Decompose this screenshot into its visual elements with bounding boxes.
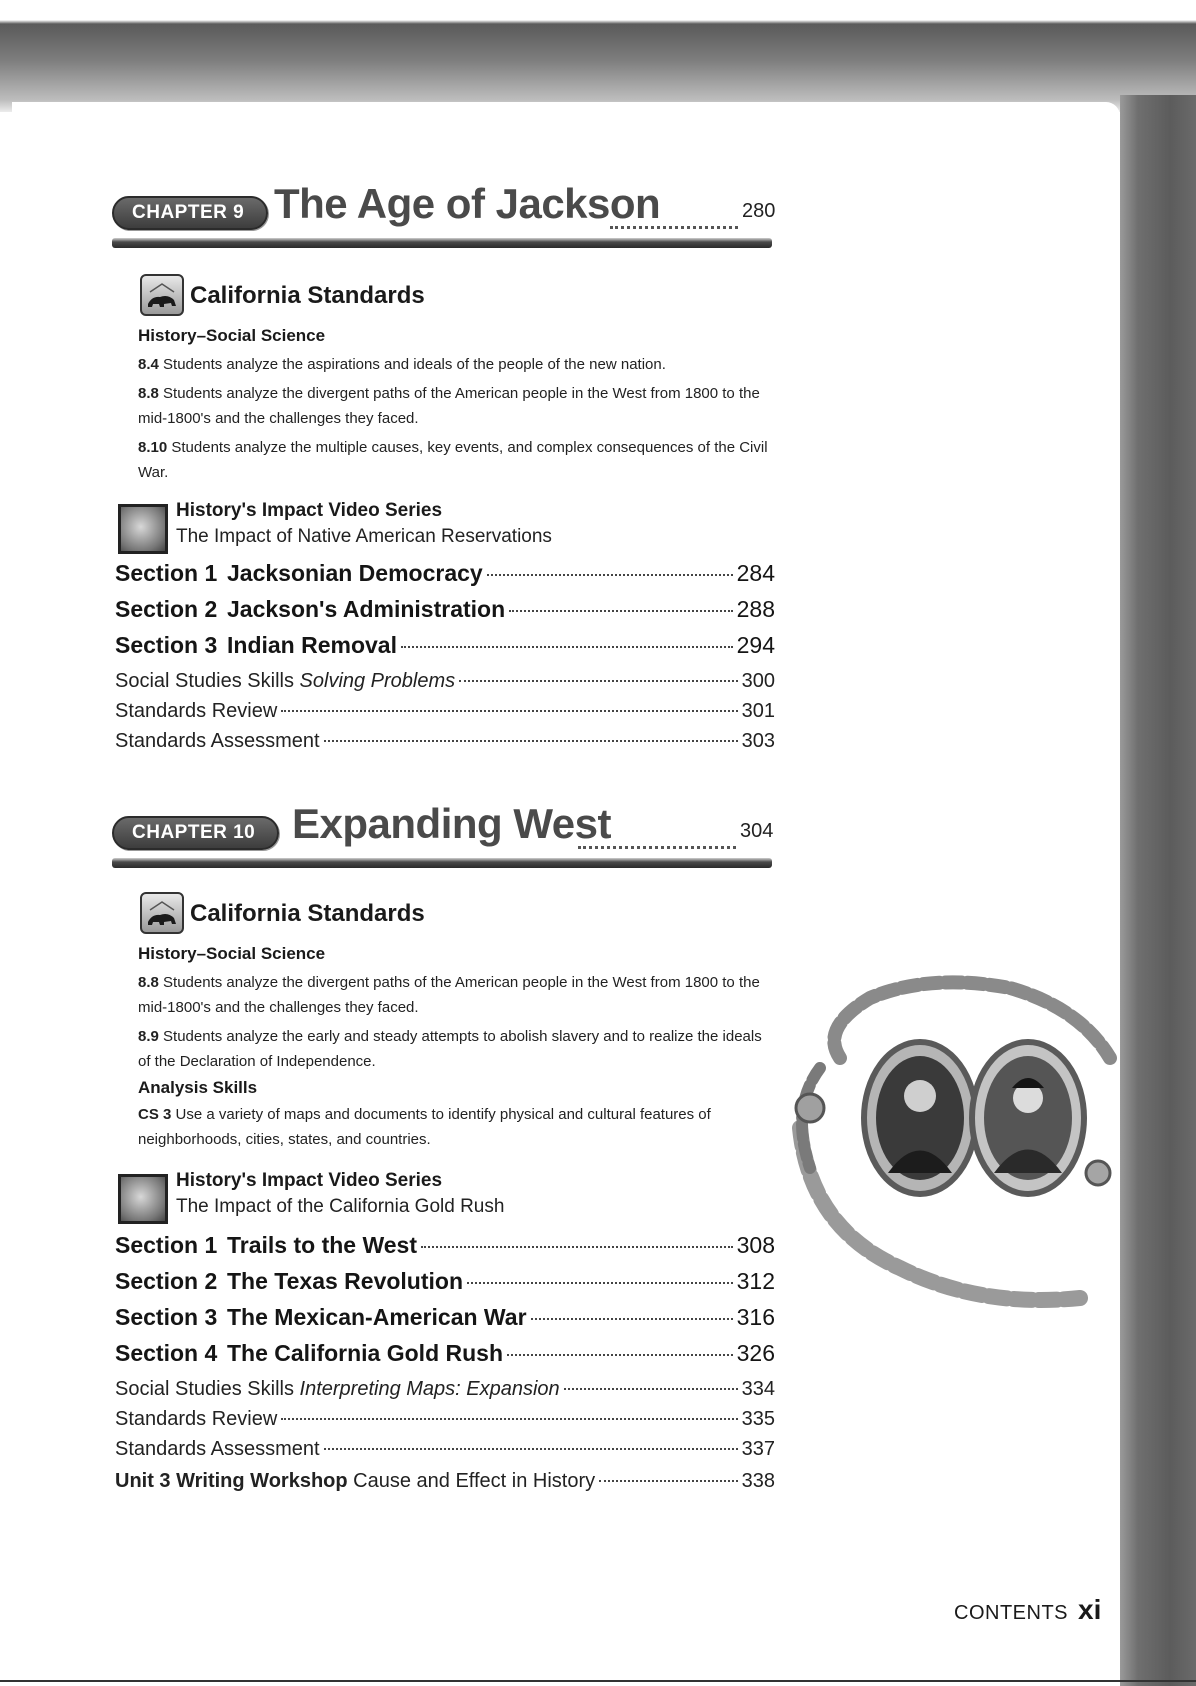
chapter-title[interactable]: The Age of Jackson xyxy=(274,180,661,227)
hss-heading: History–Social Science xyxy=(138,944,326,963)
section-number: Section 3 xyxy=(115,1304,218,1330)
page-number: 284 xyxy=(736,560,775,586)
section-title: The California Gold Rush xyxy=(227,1340,504,1366)
toc-workshop-row[interactable] xyxy=(115,1470,775,1500)
page-number: 335 xyxy=(741,1408,775,1430)
standard-item xyxy=(138,381,778,431)
extra-label: Standards Review xyxy=(115,1408,278,1430)
leader-dots xyxy=(531,1318,733,1320)
california-bear-icon xyxy=(140,892,184,934)
section-title: Jacksonian Democracy xyxy=(227,560,483,586)
footer-label: CONTENTS xyxy=(954,1602,1068,1624)
standard-code: 8.9 xyxy=(138,1028,159,1045)
leader-dots xyxy=(599,1480,737,1482)
page-number: 300 xyxy=(741,670,775,692)
standard-item xyxy=(138,1102,778,1152)
page-number: 303 xyxy=(741,730,775,752)
section-title: The Texas Revolution xyxy=(227,1268,464,1294)
toc-section-row[interactable] xyxy=(115,1304,775,1340)
leader-dots xyxy=(401,646,733,648)
extra-italic: Interpreting Maps: Expansion xyxy=(299,1378,560,1400)
section-number: Section 3 xyxy=(115,632,218,658)
page-number: 308 xyxy=(736,1232,775,1258)
california-bear-icon xyxy=(140,274,184,316)
globe-video-icon xyxy=(118,1174,168,1224)
leader-dots xyxy=(324,1448,738,1450)
standard-text: Students analyze the multiple causes, key events, and complex consequences of the Civil War. xyxy=(138,439,768,481)
workshop-label: Unit 3 Writing Workshop xyxy=(115,1470,348,1492)
leader-dots xyxy=(509,610,732,612)
toc-section-row[interactable] xyxy=(115,596,775,632)
top-shadow-band xyxy=(0,0,1196,112)
section-title: Jackson's Administration xyxy=(227,596,506,622)
leader-dots xyxy=(324,740,738,742)
toc-section-row[interactable] xyxy=(115,632,775,668)
extra-italic: Solving Problems xyxy=(299,670,456,692)
globe-video-icon xyxy=(118,504,168,554)
leader-dots xyxy=(467,1282,733,1284)
standard-item xyxy=(138,970,778,1020)
leader-dots xyxy=(487,574,733,576)
standard-item xyxy=(138,352,778,377)
workshop-text: Cause and Effect in History xyxy=(353,1470,596,1492)
chapter-page-number: 304 xyxy=(740,820,774,842)
footer-page-number: xi xyxy=(1078,1594,1102,1625)
toc-extra-row[interactable] xyxy=(115,1438,775,1468)
chapter-10-toc xyxy=(115,1232,775,1500)
leader-dots xyxy=(281,1418,737,1420)
section-title: Indian Removal xyxy=(227,632,397,658)
toc-extra-row[interactable] xyxy=(115,730,775,760)
extra-label: Standards Review xyxy=(115,700,278,722)
section-title: Trails to the West xyxy=(227,1232,418,1258)
analysis-heading: Analysis Skills xyxy=(138,1078,258,1097)
page-footer xyxy=(954,1594,1101,1626)
standard-code: 8.4 xyxy=(138,356,159,373)
leader-dots xyxy=(281,710,737,712)
standards-title: California Standards xyxy=(190,282,425,309)
page-number: 337 xyxy=(741,1438,775,1460)
section-number: Section 4 xyxy=(115,1340,218,1366)
leader-dots xyxy=(564,1388,738,1390)
video-series-title: History's Impact Video Series xyxy=(176,1170,443,1191)
standard-text: Students analyze the early and steady attempts to abolish slavery and to realize the ideals of the Declaration of Independence. xyxy=(138,1028,762,1070)
toc-extra-row[interactable] xyxy=(115,1408,775,1438)
chapter-badge: CHAPTER 10 xyxy=(112,816,279,850)
extra-label: Social Studies Skills xyxy=(115,670,294,692)
page-number: 326 xyxy=(736,1340,775,1366)
chapter-header xyxy=(112,802,798,862)
leader-dots xyxy=(421,1246,733,1248)
standard-item xyxy=(138,435,778,485)
standard-code: 8.10 xyxy=(138,439,168,456)
gold-locket-photo xyxy=(780,968,1120,1358)
toc-extra-row[interactable] xyxy=(115,670,775,700)
toc-section-row[interactable] xyxy=(115,560,775,596)
leader-dots xyxy=(507,1354,733,1356)
standard-code: CS 3 xyxy=(138,1106,172,1123)
standard-text: Students analyze the divergent paths of the American people in the West from 1800 to the mid-1800's and the challenges they faced. xyxy=(138,385,760,427)
chapter-rule xyxy=(112,858,772,868)
right-shadow-band xyxy=(1120,95,1196,1686)
video-series-subtitle: The Impact of Native American Reservations xyxy=(176,526,552,547)
page-number: 288 xyxy=(736,596,775,622)
video-series-title: History's Impact Video Series xyxy=(176,500,443,521)
standard-code: 8.8 xyxy=(138,974,159,991)
standard-text: Use a variety of maps and documents to identify physical and cultural features of neighborhoods, cities, states, and countries. xyxy=(138,1106,711,1148)
leader-dots xyxy=(578,826,736,849)
standard-item xyxy=(138,1024,778,1074)
section-number: Section 1 xyxy=(115,1232,218,1258)
leader-dots xyxy=(610,206,738,229)
toc-extra-row[interactable] xyxy=(115,700,775,730)
bottom-edge-line xyxy=(0,1680,1196,1682)
standard-text: Students analyze the aspirations and ideals of the people of the new nation. xyxy=(163,356,666,373)
toc-section-row[interactable] xyxy=(115,1340,775,1376)
section-number: Section 1 xyxy=(115,560,218,586)
section-number: Section 2 xyxy=(115,596,218,622)
standards-title: California Standards xyxy=(190,900,425,927)
standard-code: 8.8 xyxy=(138,385,159,402)
chapter-page-number: 280 xyxy=(742,200,776,222)
extra-label: Standards Assessment xyxy=(115,1438,320,1460)
extra-label: Social Studies Skills xyxy=(115,1378,294,1400)
toc-extra-row[interactable] xyxy=(115,1378,775,1408)
standard-text: Students analyze the divergent paths of the American people in the West from 1800 to the mid-1800's and the challenges they faced. xyxy=(138,974,760,1016)
video-series-subtitle: The Impact of the California Gold Rush xyxy=(176,1196,505,1217)
page-number: 301 xyxy=(741,700,775,722)
page-number: 334 xyxy=(741,1378,775,1400)
chapter-title[interactable]: Expanding West xyxy=(292,800,611,847)
chapter-header xyxy=(112,182,798,242)
extra-label: Standards Assessment xyxy=(115,730,320,752)
hss-heading: History–Social Science xyxy=(138,326,326,345)
page-number: 338 xyxy=(741,1470,775,1492)
chapter-rule xyxy=(112,238,772,248)
leader-dots xyxy=(459,680,737,682)
toc-section-row[interactable] xyxy=(115,1232,775,1268)
section-title: The Mexican-American War xyxy=(227,1304,527,1330)
chapter-badge: CHAPTER 9 xyxy=(112,196,268,230)
page-number: 312 xyxy=(736,1268,775,1294)
page-number: 316 xyxy=(736,1304,775,1330)
page-number: 294 xyxy=(736,632,775,658)
toc-section-row[interactable] xyxy=(115,1268,775,1304)
chapter-9-toc xyxy=(115,560,775,760)
section-number: Section 2 xyxy=(115,1268,218,1294)
